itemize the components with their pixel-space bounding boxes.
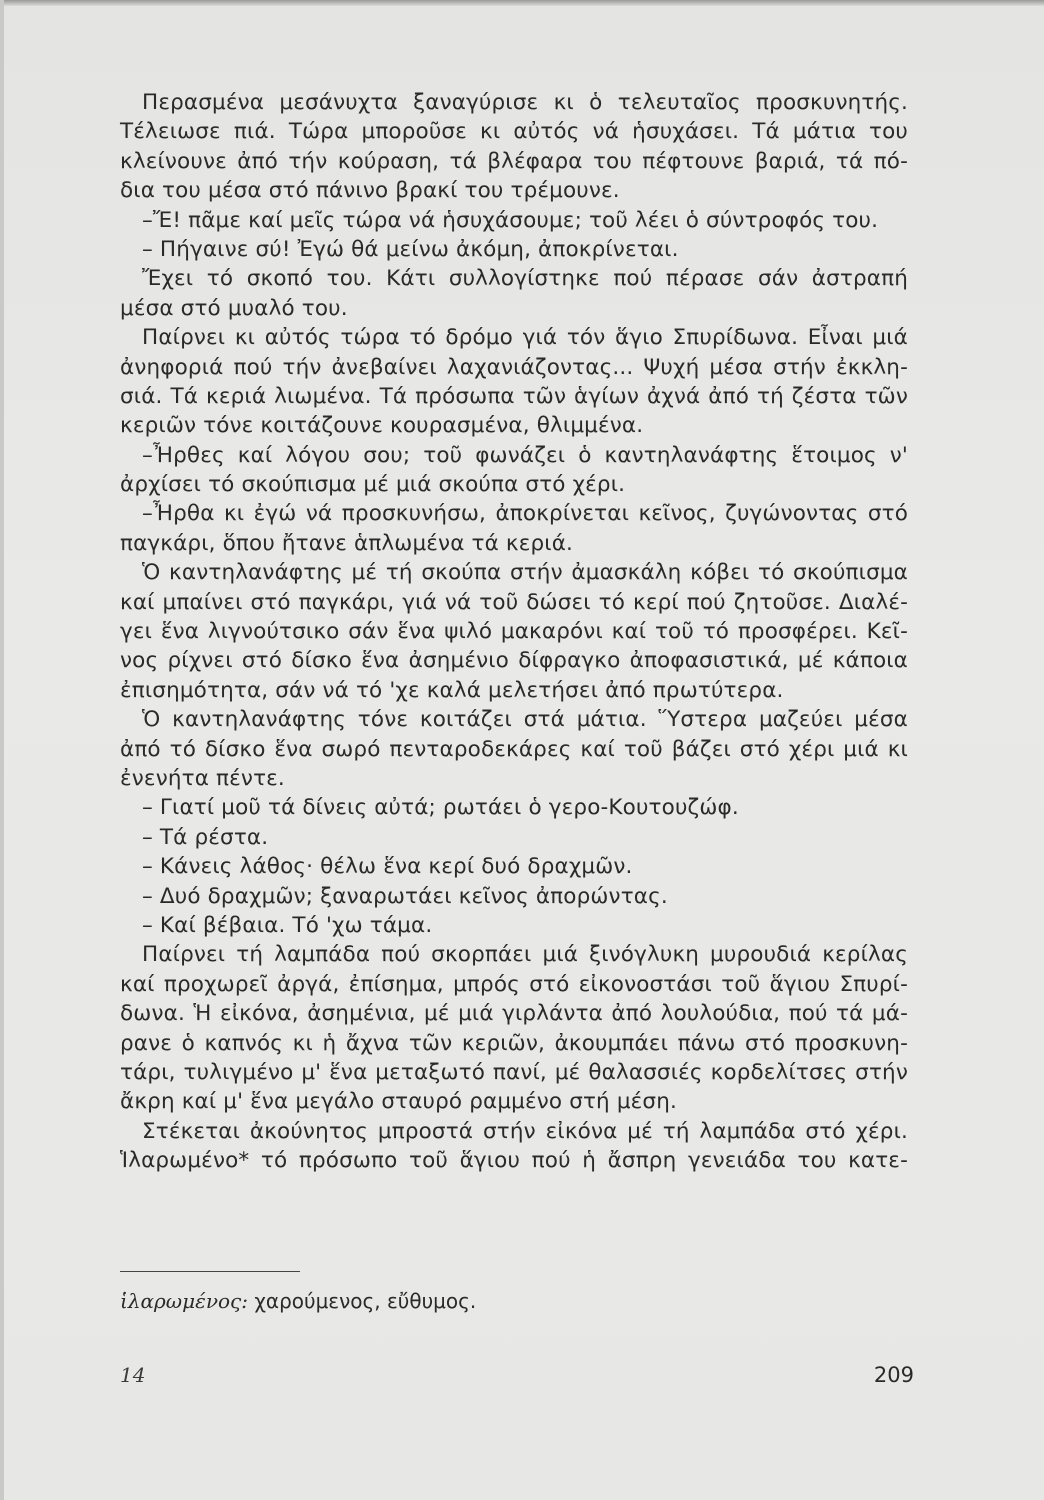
text-line: καί μπαίνει στό παγκάρι, γιά νά τοῦ δώσει τό κερί πού ζητοῦσε. Διαλέ- bbox=[120, 589, 908, 615]
text-line: ἀνηφοριά πού τήν ἀνεβαίνει λαχανιάζοντας... Ψυχή μέσα στήν ἐκκλη- bbox=[120, 354, 908, 380]
footnote bbox=[120, 1288, 476, 1314]
footnote-term: ἱλαρωμένος: bbox=[120, 1289, 248, 1313]
text-line: τάρι, τυλιγμένο μ' ἕνα μεταξωτό πανί, μέ θαλασσιές κορδελίτσες στήν bbox=[120, 1059, 908, 1085]
text-line: – Καί βέβαια. Τό 'χω τάμα. bbox=[142, 912, 433, 938]
text-line: – Δυό δραχμῶν; ξαναρωτάει κεῖνος ἀπορώντας. bbox=[142, 883, 668, 909]
text-line: –Ἔ! πᾶμε καί μεῖς τώρα νά ἡσυχάσουμε; τοῦ λέει ὁ σύντροφός του. bbox=[142, 207, 879, 233]
text-line: γει ἕνα λιγνούτσικο σάν ἕνα ψιλό μακαρόνι καί τοῦ τό προσφέρει. Κεῖ- bbox=[120, 619, 908, 645]
footnote-definition: χαρούμενος, εὔθυμος. bbox=[247, 1289, 477, 1313]
text-line: σιά. Τά κεριά λιωμένα. Τά πρόσωπα τῶν ἁγίων ἀχνά ἀπό τή ζέστα τῶν bbox=[120, 383, 908, 409]
text-line: –Ἦρθα κι ἐγώ νά προσκυνήσω, ἀποκρίνεται κεῖνος, ζυγώνοντας στό bbox=[142, 501, 908, 527]
text-line: Τέλειωσε πιά. Τώρα μποροῦσε κι αὐτός νά ἡσυχάσει. Τά μάτια του bbox=[120, 119, 908, 145]
text-line: Στέκεται ἀκούνητος μπροστά στήν εἰκόνα μέ τή λαμπάδα στό χέρι. bbox=[142, 1118, 908, 1144]
text-line: – Πήγαινε σύ! Ἐγώ θά μείνω ἀκόμη, ἀποκρίνεται. bbox=[142, 236, 679, 262]
signature-mark: 14 bbox=[120, 1363, 146, 1387]
text-line: νος ρίχνει στό δίσκο ἕνα ἀσημένιο δίφραγκο ἀποφασιστικά, μέ κάποια bbox=[120, 648, 908, 674]
text-line: Παίρνει κι αὐτός τώρα τό δρόμο γιά τόν ἅγιο Σπυρίδωνα. Εἶναι μιά bbox=[142, 325, 908, 351]
text-line: ἐπισημότητα, σάν νά τό 'χε καλά μελετήσει ἀπό πρωτύτερα. bbox=[120, 677, 784, 703]
text-line: –Ἦρθες καί λόγου σου; τοῦ φωνάζει ὁ καντηλανάφτης ἕτοιμος ν' bbox=[142, 442, 908, 468]
text-line: κλείνουνε ἀπό τήν κούραση, τά βλέφαρα του πέφτουνε βαριά, τά πό- bbox=[120, 148, 908, 174]
page-top-edge bbox=[0, 0, 1044, 6]
text-line: Ὁ καντηλανάφτης τόνε κοιτάζει στά μάτια. Ὕστερα μαζεύει μέσα bbox=[142, 707, 908, 733]
text-line: παγκάρι, ὅπου ἤτανε ἁπλωμένα τά κεριά. bbox=[120, 530, 574, 556]
text-line: ἐνενήτα πέντε. bbox=[120, 765, 285, 791]
page-number: 209 bbox=[873, 1363, 914, 1387]
text-line: ρανε ὁ καπνός κι ἡ ἄχνα τῶν κεριῶν, ἀκουμπάει πάνω στό προσκυνη- bbox=[120, 1030, 908, 1056]
page-left-edge bbox=[0, 0, 4, 1500]
body-text bbox=[120, 88, 908, 1175]
text-line: ἄκρη καί μ' ἕνα μεγάλο σταυρό ραμμένο στή μέση. bbox=[120, 1089, 677, 1115]
text-line: καί προχωρεῖ ἀργά, ἐπίσημα, μπρός στό εἰκονοστάσι τοῦ ἅγιου Σπυρί- bbox=[120, 971, 908, 997]
text-line: Ὁ καντηλανάφτης μέ τή σκούπα στήν ἀμασκάλη κόβει τό σκούπισμα bbox=[142, 560, 908, 586]
text-line: – Κάνεις λάθος· θέλω ἕνα κερί δυό δραχμῶν. bbox=[142, 854, 633, 880]
text-line: Ἔχει τό σκοπό του. Κάτι συλλογίστηκε πού πέρασε σάν ἀστραπή bbox=[142, 266, 908, 292]
text-line: μέσα στό μυαλό του. bbox=[120, 295, 348, 321]
text-line: – Γιατί μοῦ τά δίνεις αὐτά; ρωτάει ὁ γερο-Κουτουζώφ. bbox=[142, 795, 739, 821]
text-line: δια του μέσα στό πάνινο βρακί του τρέμουνε. bbox=[120, 178, 620, 204]
text-line: Περασμένα μεσάνυχτα ξαναγύρισε κι ὁ τελευταῖος προσκυνητής. bbox=[142, 90, 908, 115]
text-line: ἀπό τό δίσκο ἕνα σωρό πενταροδεκάρες καί τοῦ βάζει στό χέρι μιά κι bbox=[120, 736, 908, 762]
footnote-divider bbox=[120, 1271, 300, 1272]
text-line: δωνα. Ἡ εἰκόνα, ἀσημένια, μέ μιά γιρλάντα ἀπό λουλούδια, πού τά μά- bbox=[120, 1001, 908, 1027]
text-line: Παίρνει τή λαμπάδα πού σκορπάει μιά ξινόγλυκη μυρουδιά κερίλας bbox=[142, 942, 908, 968]
text-line: ἀρχίσει τό σκούπισμα μέ μιά σκούπα στό χέρι. bbox=[120, 472, 626, 498]
text-line: Ἱλαρωμένο* τό πρόσωπο τοῦ ἅγιου πού ἡ ἄσπρη γενειάδα του κατε- bbox=[120, 1148, 908, 1174]
text-line: κεριῶν τόνε κοιτάζουνε κουρασμένα, θλιμμένα. bbox=[120, 413, 644, 439]
text-line: – Τά ρέστα. bbox=[142, 824, 269, 850]
